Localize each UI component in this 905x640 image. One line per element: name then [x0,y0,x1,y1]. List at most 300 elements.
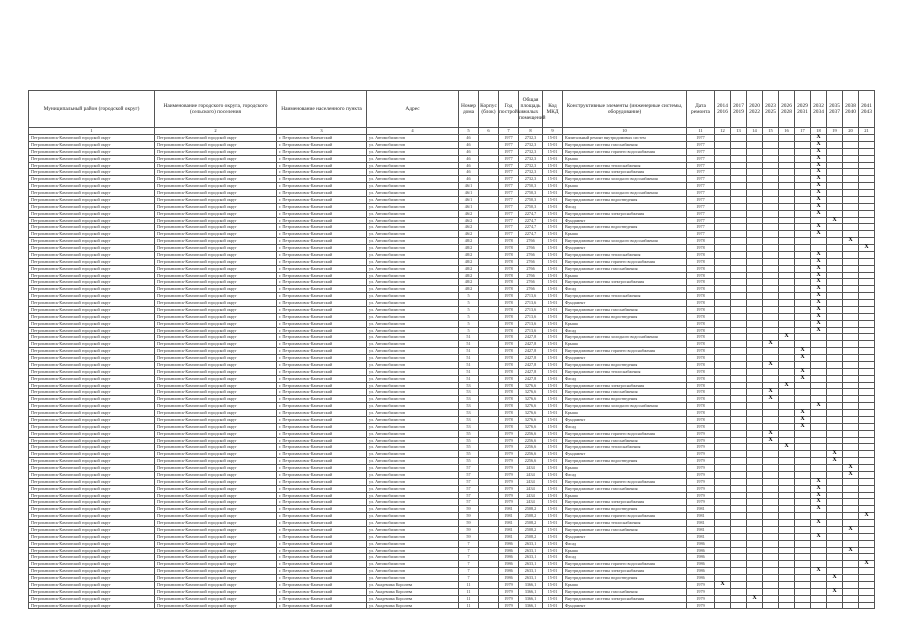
table-cell: Петропавловск-Камчатский городской округ [155,361,277,368]
table-cell: ул. Автомобилистов [367,162,459,169]
period-mark-cell [747,540,763,547]
column-number: 8 [519,128,543,135]
table-cell: Петропавловск-Камчатский городской округ [155,148,277,155]
period-mark-cell [843,355,859,362]
table-cell: г. Петропавловск-Камчатский [277,410,367,417]
table-cell [479,465,499,472]
period-mark-cell [827,375,843,382]
table-cell: ул. Автомобилистов [367,286,459,293]
period-mark-cell [795,224,811,231]
table-cell: Петропавловск-Камчатский городской округ [29,396,155,403]
table-cell: 1979 [499,465,519,472]
period-mark-cell [859,478,875,485]
table-cell: Петропавловск-Камчатский городской округ [155,251,277,258]
period-mark-cell [779,203,795,210]
table-cell: 2713,6 [519,313,543,320]
period-mark-cell [859,320,875,327]
period-mark-cell [843,141,859,148]
table-cell [479,533,499,540]
period-mark-cell [715,348,731,355]
period-mark-cell: X [811,272,827,279]
table-cell: 55 [459,444,479,451]
period-mark-cell [731,265,747,272]
table-cell: Внутридомовые системы водоотведения [563,396,687,403]
table-cell: Петропавловск-Камчатский городской округ [29,238,155,245]
table-row [29,540,875,547]
table-cell: 1986 [499,575,519,582]
period-mark-cell [859,183,875,190]
period-mark-cell [763,293,779,300]
table-cell: ул. Автомобилистов [367,251,459,258]
table-cell: 1979 [687,458,715,465]
period-mark-cell [843,451,859,458]
period-mark-cell [747,403,763,410]
period-mark-cell [715,437,731,444]
table-cell: Петропавловск-Камчатский городской округ [29,224,155,231]
period-mark-cell [731,341,747,348]
table-row [29,313,875,320]
table-cell: 57 [459,485,479,492]
table-cell: 1979 [499,581,519,588]
table-cell: 2508,2 [519,506,543,513]
period-mark-cell [731,361,747,368]
table-cell: Петропавловск-Камчатский городской округ [29,465,155,472]
column-header: Номер дома [459,91,479,128]
period-mark-cell [731,313,747,320]
period-mark-cell [811,444,827,451]
table-cell: Внутридомовые системы газоснабжения [563,437,687,444]
table-row [29,492,875,499]
table-cell: ул. Автомобилистов [367,341,459,348]
table-cell: г. Петропавловск-Камчатский [277,403,367,410]
table-cell [479,430,499,437]
period-mark-cell [843,595,859,602]
table-cell: Петропавловск-Камчатский городской округ [155,368,277,375]
period-mark-cell [715,471,731,478]
period-mark-cell [715,224,731,231]
period-mark-cell [763,513,779,520]
table-cell: г. Петропавловск-Камчатский [277,526,367,533]
table-cell: г. Петропавловск-Камчатский [277,520,367,527]
table-cell: 1978 [687,423,715,430]
table-row [29,190,875,197]
period-mark-cell [859,492,875,499]
table-cell: 3276,6 [519,423,543,430]
period-mark-cell: X [811,196,827,203]
period-mark-cell [795,238,811,245]
table-cell: ул. Автомобилистов [367,169,459,176]
table-cell: 55 [459,458,479,465]
period-mark-cell: X [843,471,859,478]
period-mark-cell [779,313,795,320]
table-cell: г. Петропавловск-Камчатский [277,176,367,183]
period-mark-cell [731,561,747,568]
table-cell: 46/1 [459,183,479,190]
period-mark-cell [763,265,779,272]
table-cell: 1978 [687,375,715,382]
period-mark-cell [715,148,731,155]
period-mark-cell [747,437,763,444]
period-mark-cell [779,238,795,245]
period-mark-cell [747,210,763,217]
period-mark-cell [795,520,811,527]
period-mark-cell [779,361,795,368]
period-mark-cell [827,190,843,197]
table-row [29,437,875,444]
period-mark-cell [779,396,795,403]
table-cell: г. Петропавловск-Камчатский [277,272,367,279]
table-cell: 15-01 [543,375,563,382]
table-cell: Петропавловск-Камчатский городской округ [29,293,155,300]
table-cell: 3276,6 [519,396,543,403]
table-row [29,602,875,609]
table-cell [479,265,499,272]
table-row [29,375,875,382]
table-cell [479,279,499,286]
period-mark-cell [811,355,827,362]
period-mark-cell [827,224,843,231]
period-mark-cell [747,148,763,155]
table-cell: 1978 [499,245,519,252]
period-mark-cell [715,568,731,575]
period-mark-cell [827,176,843,183]
period-mark-cell [795,526,811,533]
period-mark-cell [747,224,763,231]
period-mark-cell: X [811,190,827,197]
table-row [29,217,875,224]
table-cell: г. Петропавловск-Камчатский [277,224,367,231]
table-cell: г. Петропавловск-Камчатский [277,471,367,478]
period-mark-cell [843,286,859,293]
period-mark-cell [843,258,859,265]
column-header: 2041 2043 [859,91,875,128]
table-cell: 1978 [687,306,715,313]
period-mark-cell [779,368,795,375]
table-cell: 2633,1 [519,540,543,547]
period-mark-cell [827,423,843,430]
table-cell: Фасад [563,471,687,478]
period-mark-cell [827,403,843,410]
table-cell [479,506,499,513]
period-mark-cell [731,320,747,327]
table-cell: 15-01 [543,588,563,595]
table-cell [479,554,499,561]
table-cell: 1978 [499,251,519,258]
period-mark-cell [731,155,747,162]
period-mark-cell [779,355,795,362]
period-mark-cell [859,313,875,320]
period-mark-cell [795,595,811,602]
period-mark-cell: X [811,148,827,155]
table-cell: Крыша [563,320,687,327]
table-cell: 15-01 [543,190,563,197]
period-mark-cell: X [827,588,843,595]
table-cell: 2508,2 [519,520,543,527]
table-cell: Петропавловск-Камчатский городской округ [155,155,277,162]
period-mark-cell [779,588,795,595]
period-mark-cell [843,506,859,513]
table-cell: 15-01 [543,554,563,561]
table-cell: 15-01 [543,155,563,162]
period-mark-cell [779,306,795,313]
period-mark-cell [795,327,811,334]
period-mark-cell [843,389,859,396]
table-cell: Петропавловск-Камчатский городской округ [29,602,155,609]
period-mark-cell [811,410,827,417]
table-cell: Петропавловск-Камчатский городской округ [155,293,277,300]
period-mark-cell [779,568,795,575]
period-mark-cell [795,444,811,451]
period-mark-cell [859,423,875,430]
period-mark-cell [747,581,763,588]
table-cell: Петропавловск-Камчатский городской округ [155,595,277,602]
table-cell: 1981 [499,520,519,527]
table-cell: 2732,3 [519,155,543,162]
table-cell: Фундамент [563,217,687,224]
table-cell: 15-01 [543,430,563,437]
table-cell: г. Петропавловск-Камчатский [277,451,367,458]
period-mark-cell: X [811,313,827,320]
period-mark-cell: X [827,458,843,465]
table-cell: Петропавловск-Камчатский городской округ [29,327,155,334]
column-number: 3 [277,128,367,135]
period-mark-cell [747,396,763,403]
table-cell: Петропавловск-Камчатский городской округ [29,169,155,176]
period-mark-cell [843,575,859,582]
table-cell: 1978 [499,423,519,430]
table-cell: Петропавловск-Камчатский городской округ [155,458,277,465]
period-mark-cell [859,135,875,142]
table-cell: 1977 [499,224,519,231]
period-mark-cell [763,526,779,533]
table-cell: 1978 [687,313,715,320]
period-mark-cell [779,272,795,279]
period-mark-cell [731,334,747,341]
table-cell: Петропавловск-Камчатский городской округ [155,141,277,148]
table-cell: Крыша [563,410,687,417]
table-row [29,389,875,396]
table-cell: 1977 [687,203,715,210]
period-mark-cell [795,313,811,320]
table-cell: г. Петропавловск-Камчатский [277,361,367,368]
table-cell: Петропавловск-Камчатский городской округ [155,286,277,293]
table-cell [479,361,499,368]
table-cell: г. Петропавловск-Камчатский [277,190,367,197]
table-cell: 53 [459,423,479,430]
period-mark-cell [843,382,859,389]
table-cell: г. Петропавловск-Камчатский [277,162,367,169]
table-cell: 15-01 [543,478,563,485]
table-cell [479,458,499,465]
table-cell: г. Петропавловск-Камчатский [277,547,367,554]
table-cell: 1977 [687,224,715,231]
table-cell: Внутридомовые системы теплоснабжения [563,520,687,527]
table-cell [479,403,499,410]
period-mark-cell: X [811,568,827,575]
table-cell: 2256,6 [519,444,543,451]
period-mark-cell: X [811,155,827,162]
period-mark-cell [715,313,731,320]
table-cell: 1978 [687,258,715,265]
table-cell: ул. Автомобилистов [367,437,459,444]
table-cell [479,492,499,499]
period-mark-cell [715,355,731,362]
table-cell: 1986 [499,568,519,575]
table-cell [479,588,499,595]
period-mark-cell [795,176,811,183]
period-mark-cell [843,533,859,540]
table-cell: 1979 [499,471,519,478]
period-mark-cell [843,588,859,595]
table-row [29,396,875,403]
table-cell: Внутридомовые системы теплоснабжения [563,162,687,169]
table-cell: 2633,1 [519,554,543,561]
table-cell: Петропавловск-Камчатский городской округ [155,561,277,568]
period-mark-cell: X [843,547,859,554]
period-mark-cell [795,430,811,437]
table-cell: 48/2 [459,272,479,279]
table-cell: 1979 [687,485,715,492]
table-cell: 48/2 [459,265,479,272]
table-cell: Петропавловск-Камчатский городской округ [29,561,155,568]
column-number: 15 [763,128,779,135]
period-mark-cell [731,162,747,169]
period-mark-cell [811,368,827,375]
period-mark-cell [843,162,859,169]
table-cell: Внутридомовые системы горячего водоснабжения [563,148,687,155]
table-cell: 59 [459,520,479,527]
table-cell: Петропавловск-Камчатский городской округ [155,423,277,430]
period-mark-cell [795,581,811,588]
period-mark-cell [795,155,811,162]
period-mark-cell [811,465,827,472]
period-mark-cell [715,478,731,485]
period-mark-cell [763,520,779,527]
period-mark-cell [731,382,747,389]
period-mark-cell [827,471,843,478]
table-cell: ул. Автомобилистов [367,533,459,540]
table-cell: ул. Автомобилистов [367,245,459,252]
table-cell: 1978 [499,286,519,293]
table-row [29,231,875,238]
period-mark-cell [779,492,795,499]
table-cell: 2766 [519,251,543,258]
period-mark-cell [779,471,795,478]
table-cell: г. Петропавловск-Камчатский [277,245,367,252]
period-mark-cell [763,306,779,313]
table-cell [479,389,499,396]
period-mark-cell [779,554,795,561]
table-cell: 15-01 [543,423,563,430]
table-row [29,568,875,575]
table-cell: Петропавловск-Камчатский городской округ [29,451,155,458]
period-mark-cell [859,410,875,417]
table-cell: Крыша [563,547,687,554]
period-mark-cell [811,389,827,396]
period-mark-cell [843,348,859,355]
table-cell: г. Петропавловск-Камчатский [277,465,367,472]
table-cell: Петропавловск-Камчатский городской округ [29,581,155,588]
repair-program-document [28,90,874,609]
table-cell: ул. Автомобилистов [367,382,459,389]
column-header: Конструктивные элементы (инженерные системы, оборудование) [563,91,687,128]
period-mark-cell [731,471,747,478]
table-cell: ул. Автомобилистов [367,547,459,554]
period-mark-cell [859,203,875,210]
table-cell [479,513,499,520]
period-mark-cell [779,595,795,602]
table-cell: 1978 [499,403,519,410]
table-row [29,403,875,410]
table-cell: Крыша [563,341,687,348]
period-mark-cell [795,272,811,279]
table-cell: Петропавловск-Камчатский городской округ [155,265,277,272]
period-mark-cell [731,430,747,437]
table-cell: г. Петропавловск-Камчатский [277,265,367,272]
period-mark-cell [843,375,859,382]
table-cell: г. Петропавловск-Камчатский [277,217,367,224]
column-number: 7 [499,128,519,135]
period-mark-cell [779,465,795,472]
table-cell: 2256,6 [519,430,543,437]
period-mark-cell [731,423,747,430]
period-mark-cell [779,148,795,155]
period-mark-cell [859,499,875,506]
table-cell: 7 [459,540,479,547]
period-mark-cell [715,410,731,417]
period-mark-cell [843,155,859,162]
table-row [29,581,875,588]
table-cell: Петропавловск-Камчатский городской округ [155,258,277,265]
table-cell: 15-01 [543,265,563,272]
repair-schedule-table [28,90,875,609]
period-mark-cell [763,162,779,169]
period-mark-cell [827,355,843,362]
period-mark-cell [731,306,747,313]
period-mark-cell [731,416,747,423]
table-cell: 1981 [499,533,519,540]
table-cell: 1978 [687,251,715,258]
table-row [29,588,875,595]
table-cell: 15-01 [543,581,563,588]
table-cell [479,341,499,348]
table-cell: 15-01 [543,485,563,492]
period-mark-cell [763,183,779,190]
table-cell: г. Петропавловск-Камчатский [277,540,367,547]
table-cell: 1981 [499,526,519,533]
table-cell: 55 [459,451,479,458]
table-cell: ул. Автомобилистов [367,520,459,527]
table-cell: 1977 [687,183,715,190]
table-cell [479,251,499,258]
period-mark-cell [795,485,811,492]
table-cell [479,313,499,320]
table-cell: ул. Академика Королева [367,595,459,602]
table-cell: 48/2 [459,245,479,252]
table-cell: ул. Автомобилистов [367,217,459,224]
table-cell: 15-01 [543,403,563,410]
period-mark-cell [779,320,795,327]
period-mark-cell [795,210,811,217]
column-number: 10 [563,128,687,135]
period-mark-cell [731,410,747,417]
table-cell: Петропавловск-Камчатский городской округ [29,176,155,183]
period-mark-cell [827,478,843,485]
period-mark-cell [747,265,763,272]
table-cell: г. Петропавловск-Камчатский [277,575,367,582]
period-mark-cell: X [795,423,811,430]
period-mark-cell [859,581,875,588]
